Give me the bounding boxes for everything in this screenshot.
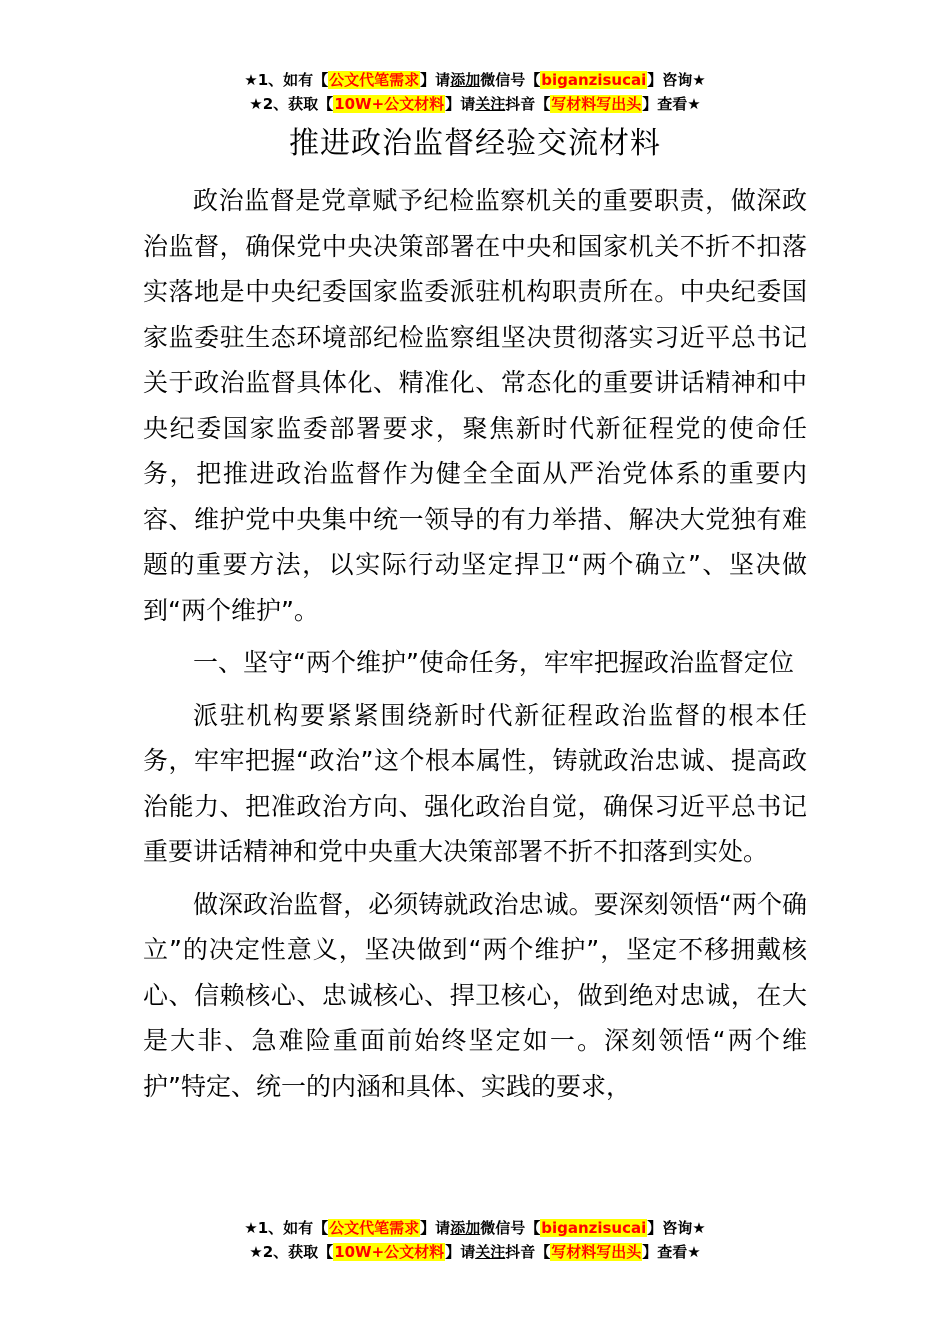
paragraph: 做深政治监督，必须铸就政治忠诚。要深刻领悟“两个确立”的决定性意义，坚决做到“两个维护”，坚定不移拥戴核心、信赖核心、忠诚核心、捍卫核心，做到绝对忠诚，在大是大非、急难险重面前始终坚定如一。深刻领悟“两个维护”特定、统一的内涵和具体、实践的要求，: [143, 889, 807, 1101]
promo-highlight: 10W+公文材料: [334, 1243, 445, 1261]
promo-highlight: 公文代笔需求: [329, 71, 420, 89]
promo-line-1: [0, 68, 950, 92]
promo-line-1: [0, 1216, 950, 1240]
promo-text: 微信号【: [480, 71, 541, 89]
promo-text: ★2、获取【: [249, 95, 334, 113]
promo-douyin-account: 写材料写出头: [551, 1243, 642, 1261]
promo-text: 】咨询★: [647, 1219, 706, 1237]
section-heading: 一、坚守“两个维护”使命任务，牢牢把握政治监督定位: [193, 648, 794, 677]
promo-text: 】咨询★: [647, 71, 706, 89]
promo-text: ★2、获取【: [249, 1243, 334, 1261]
footer-promo-banner: [0, 1216, 950, 1264]
promo-text: 微信号【: [480, 1219, 541, 1237]
promo-underline: 添加: [450, 71, 481, 89]
promo-wechat-id: biganzisucai: [541, 71, 647, 89]
promo-underline: 关注: [475, 1243, 506, 1261]
promo-text: 】请: [420, 1219, 451, 1237]
promo-text: 抖音【: [505, 1243, 551, 1261]
promo-text: ★1、如有【: [244, 71, 329, 89]
paragraph: 派驻机构要紧紧围绕新时代新征程政治监督的根本任务，牢牢把握“政治”这个根本属性，铸就政治忠诚、提高政治能力、把准政治方向、强化政治自觉，确保习近平总书记重要讲话精神和党中央重大决策部署不折不扣落到实处。: [143, 700, 807, 866]
promo-douyin-account: 写材料写出头: [551, 95, 642, 113]
promo-text: 】请: [445, 95, 476, 113]
promo-text: 】查看★: [642, 1243, 701, 1261]
promo-text: 】请: [420, 71, 451, 89]
promo-line-2: [0, 1240, 950, 1264]
promo-highlight: 10W+公文材料: [334, 95, 445, 113]
promo-underline: 关注: [475, 95, 506, 113]
document-title: 推进政治监督经验交流材料: [289, 126, 661, 161]
promo-text: 抖音【: [505, 95, 551, 113]
promo-line-2: [0, 92, 950, 116]
header-promo-banner: [0, 68, 950, 116]
promo-text: ★1、如有【: [244, 1219, 329, 1237]
promo-underline: 添加: [450, 1219, 481, 1237]
promo-highlight: 公文代笔需求: [329, 1219, 420, 1237]
promo-text: 】请: [445, 1243, 476, 1261]
promo-wechat-id: biganzisucai: [541, 1219, 647, 1237]
paragraph: 政治监督是党章赋予纪检监察机关的重要职责，做深政治监督，确保党中央决策部署在中央和国家机关不折不扣落实落地是中央纪委国家监委派驻机构职责所在。中央纪委国家监委驻生态环境部纪检监察组坚决贯彻落实习近平总书记关于政治监督具体化、精准化、常态化的重要讲话精神和中央纪委国家监委部署要求，聚焦新时代新征程党的使命任务，把推进政治监督作为健全全面从严治党体系的重要内容、维护党中央集中统一领导的有力举措、解决大党独有难题的重要方法，以实际行动坚定捍卫“两个确立”、坚决做到“两个维护”。: [143, 186, 807, 625]
document-body: [143, 178, 807, 1116]
promo-text: 】查看★: [642, 95, 701, 113]
